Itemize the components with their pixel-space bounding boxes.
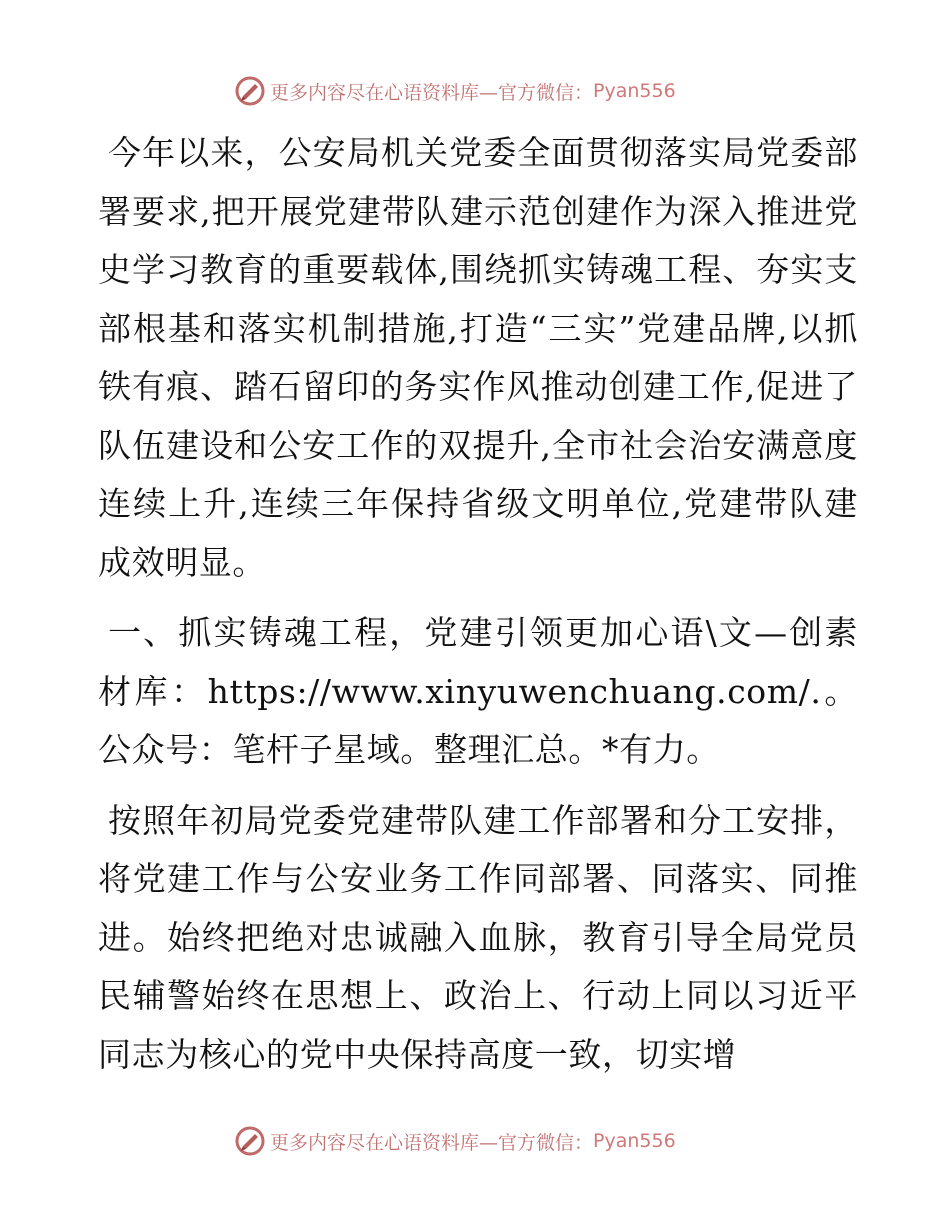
document-body [98, 124, 858, 1084]
header-watermark [234, 74, 676, 108]
logo-icon [234, 75, 266, 107]
watermark-text: 更多内容尽在心语资料库—官方微信： [270, 1131, 594, 1154]
watermark-wechat-id: Pyan556 [593, 80, 676, 102]
watermark-wechat-id: Pyan556 [593, 1130, 676, 1152]
paragraph-3: 按照年初局党委党建带队建工作部署和分工安排，将党建工作与公安业务工作同部署、同落实、同推进。始终把绝对忠诚融入血脉，教育引导全局党员民辅警始终在思想上、政治上、行动上同以习近平同志为核心的党中央保持高度一致，切实增 [98, 800, 858, 1074]
footer-watermark [234, 1124, 676, 1158]
paragraph-2: 一、抓实铸魂工程，党建引领更加心语\文—创素材库：https://www.xinyuwenchuang.com/.。公众号：笔杆子星域。整理汇总。*有力。 [98, 613, 858, 769]
logo-icon [234, 1125, 266, 1157]
watermark-text: 更多内容尽在心语资料库—官方微信： [270, 81, 594, 104]
paragraph-1: 今年以来，公安局机关党委全面贯彻落实局党委部署要求,把开展党建带队建示范创建作为深入推进党史学习教育的重要载体,围绕抓实铸魂工程、夯实支部根基和落实机制措施,打造“三实”党建品牌,以抓铁有痕、踏石留印的务实作风推动创建工作,促进了队伍建设和公安工作的双提升,全市社会治安满意度连续上升,连续三年保持省级文明单位,党建带队建成效明显。 [98, 133, 858, 582]
